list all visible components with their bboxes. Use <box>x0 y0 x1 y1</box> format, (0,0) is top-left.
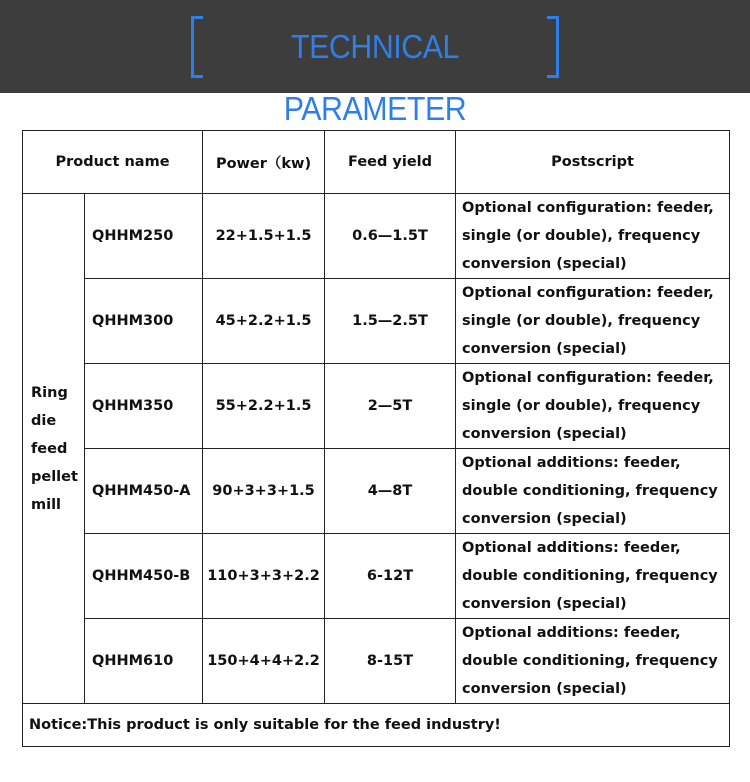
power-cell: 22+1.5+1.5 <box>203 194 325 279</box>
product-group-label <box>23 194 85 704</box>
header-feed-yield: Feed yield <box>325 131 456 194</box>
table-header-row <box>23 131 730 194</box>
table-row <box>23 194 730 279</box>
model-cell: QHHM300 <box>85 279 203 364</box>
yield-cell: 0.6—1.5T <box>325 194 456 279</box>
power-cell: 110+3+3+2.2 <box>203 534 325 619</box>
yield-cell: 1.5—2.5T <box>325 279 456 364</box>
yield-cell: 2—5T <box>325 364 456 449</box>
parameter-table <box>22 130 730 747</box>
left-bracket-decoration <box>191 16 203 78</box>
power-cell: 90+3+3+1.5 <box>203 449 325 534</box>
power-cell: 55+2.2+1.5 <box>203 364 325 449</box>
yield-cell: 8-15T <box>325 619 456 704</box>
header-banner <box>0 0 750 127</box>
table-row <box>23 449 730 534</box>
model-cell: QHHM350 <box>85 364 203 449</box>
table-row <box>23 619 730 704</box>
postscript-cell: Optional additions: feeder, double conditioning, frequency conversion (special) <box>456 534 730 619</box>
yield-cell: 6-12T <box>325 534 456 619</box>
postscript-cell: Optional configuration: feeder, single (or double), frequency conversion (special) <box>456 279 730 364</box>
title-frame <box>191 16 559 127</box>
table-row <box>23 279 730 364</box>
page-title: TECHNICAL PARAMETER <box>283 28 467 127</box>
notice-row <box>23 704 730 747</box>
group-label-text: Ring die feed pellet mill <box>31 384 78 513</box>
postscript-cell: Optional configuration: feeder, single (or double), frequency conversion (special) <box>456 364 730 449</box>
postscript-cell: Optional additions: feeder, double conditioning, frequency conversion (special) <box>456 619 730 704</box>
header-product-name: Product name <box>23 131 203 194</box>
table-row <box>23 364 730 449</box>
right-bracket-decoration <box>547 16 559 78</box>
notice-text: Notice:This product is only suitable for the feed industry! <box>23 704 730 747</box>
header-power: Power（kw) <box>203 131 325 194</box>
model-cell: QHHM450-A <box>85 449 203 534</box>
table-row <box>23 534 730 619</box>
model-cell: QHHM250 <box>85 194 203 279</box>
power-cell: 45+2.2+1.5 <box>203 279 325 364</box>
power-cell: 150+4+4+2.2 <box>203 619 325 704</box>
model-cell: QHHM610 <box>85 619 203 704</box>
model-cell: QHHM450-B <box>85 534 203 619</box>
postscript-cell: Optional configuration: feeder, single (or double), frequency conversion (special) <box>456 194 730 279</box>
postscript-cell: Optional additions: feeder, double conditioning, frequency conversion (special) <box>456 449 730 534</box>
header-postscript: Postscript <box>456 131 730 194</box>
yield-cell: 4—8T <box>325 449 456 534</box>
